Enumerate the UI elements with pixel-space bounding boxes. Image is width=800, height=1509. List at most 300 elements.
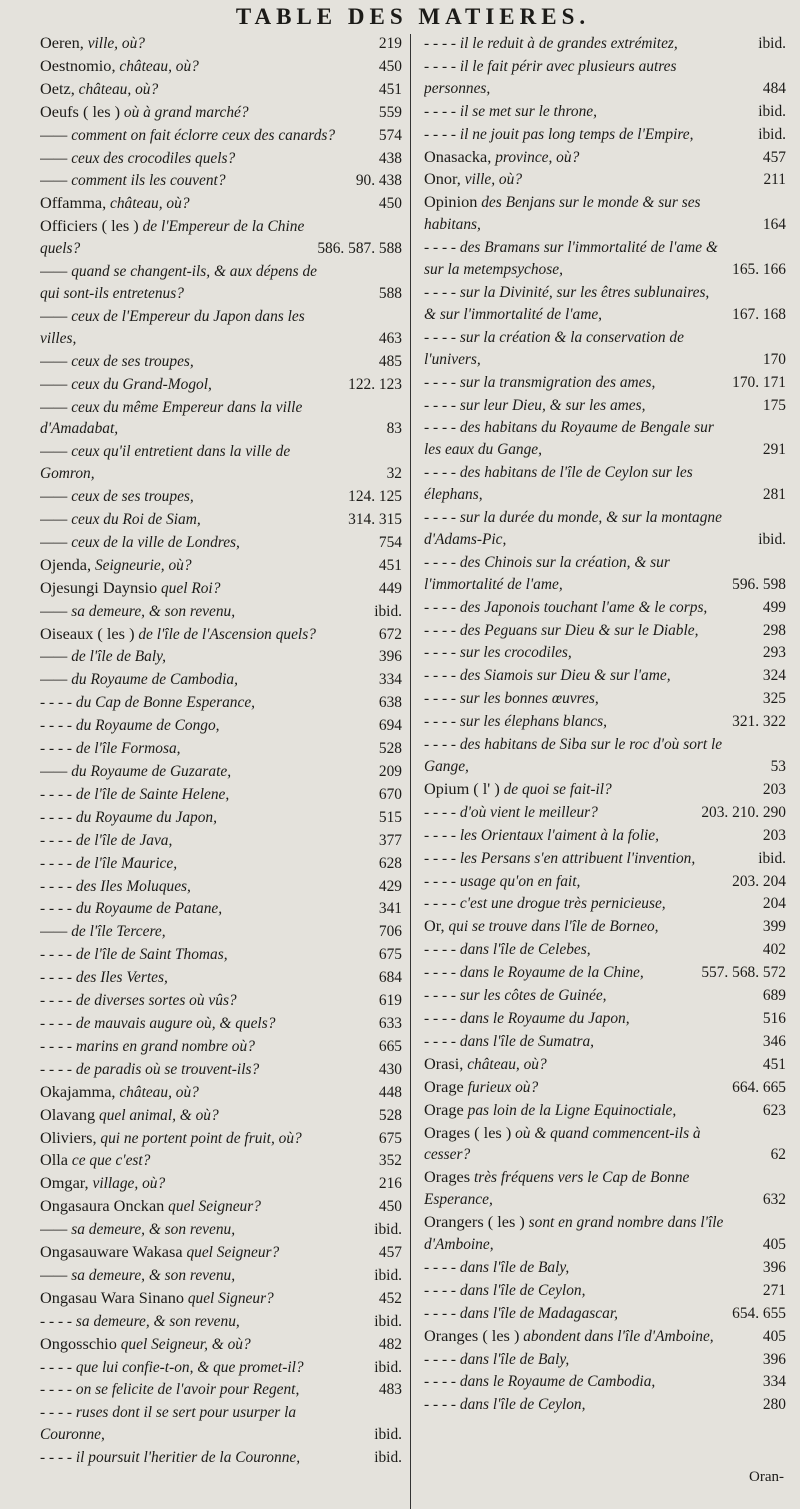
entry-label [424, 554, 670, 593]
entry-label [424, 736, 722, 775]
entry-label [424, 778, 612, 798]
entry-label [424, 873, 580, 890]
entry-page-number: 203. 210. 290 [701, 803, 786, 821]
index-entry [40, 32, 402, 55]
index-entry [40, 1446, 402, 1469]
entry-label [424, 850, 695, 867]
entry-label [40, 150, 235, 167]
entry-page-number: 665 [378, 1037, 402, 1055]
entry-leader: - - - - [40, 694, 76, 712]
index-entry [424, 1007, 786, 1030]
entry-description: très fréquens vers le Cap de Bonne Esperance, [424, 1169, 690, 1209]
entry-headword: Opinion [424, 192, 478, 212]
entry-headword: Orangers ( les ) [424, 1212, 525, 1232]
index-entry [424, 1370, 786, 1393]
entry-leader: - - - - [424, 621, 460, 639]
entry-page-number: 483 [378, 1381, 402, 1399]
index-entry [40, 260, 402, 305]
entry-leader: —— [40, 923, 72, 941]
index-entry [424, 1166, 786, 1211]
entry-description: que lui confie-t-on, & que promet-il? [75, 1358, 304, 1376]
index-entry [40, 192, 402, 215]
entry-page-number: 170. 171 [732, 373, 786, 391]
entry-page-number: 90. 438 [355, 172, 402, 190]
entry-leader: - - - - [424, 1304, 460, 1322]
entry-description: de l'île Tercere, [71, 923, 166, 941]
index-entry [424, 416, 786, 461]
entry-headword: Omgar, [40, 1173, 89, 1193]
entry-page-number: 62 [770, 1146, 786, 1164]
entry-leader: - - - - [424, 464, 460, 482]
entry-page-number: 557. 568. 572 [701, 964, 786, 982]
entry-label [40, 35, 145, 52]
entry-description: ceux du Roi de Siam, [71, 511, 201, 529]
index-entry [424, 847, 786, 870]
index-entry [40, 1264, 402, 1287]
entry-description: ville, où? [83, 35, 145, 52]
entry-label [424, 464, 693, 503]
entry-description: où à grand marché? [120, 103, 249, 121]
entry-description: sa demeure, & son revenu, [75, 1312, 240, 1330]
entry-headword: Orasi, [424, 1053, 464, 1073]
index-entry [424, 961, 786, 984]
entry-leader: - - - - [424, 328, 460, 346]
entry-page-number: 484 [762, 79, 786, 97]
entry-label [424, 397, 645, 414]
entry-page-number: 324 [762, 667, 786, 685]
entry-leader: - - - - [424, 373, 460, 391]
entry-label [424, 1305, 618, 1322]
entry-page-number: 430 [378, 1060, 402, 1078]
entry-page-number: 675 [378, 1129, 402, 1147]
entry-description: quel Seigneur? [182, 1244, 280, 1262]
entry-leader: - - - - [40, 808, 76, 826]
entry-description: dans l'île de Celebes, [459, 941, 591, 959]
entry-page-number: 293 [762, 644, 786, 662]
index-entry [424, 281, 786, 326]
index-entry [40, 124, 402, 147]
index-entry [424, 1211, 786, 1256]
index-entry [40, 577, 402, 600]
entry-headword: Ongasau Wara Sinano [40, 1287, 184, 1307]
entry-description: il poursuit l'heritier de la Couronne, [75, 1449, 301, 1467]
entry-label [40, 534, 240, 551]
entry-page-number: 203. 204 [732, 872, 786, 890]
index-entry [40, 1012, 402, 1035]
entry-page-number: 396 [378, 648, 402, 666]
index-entry [424, 32, 786, 55]
entry-page-number: 122. 123 [348, 375, 402, 393]
entry-label [424, 1259, 569, 1276]
entry-label [424, 941, 591, 958]
entry-label [40, 1061, 259, 1078]
index-entry [424, 551, 786, 596]
entry-leader: - - - - [424, 849, 460, 867]
index-columns [40, 32, 786, 1469]
entry-description: furieux où? [463, 1078, 539, 1096]
entry-page-number: 32 [386, 465, 402, 483]
entry-leader: - - - - [424, 57, 460, 75]
entry-label [424, 1099, 677, 1119]
entry-headword: Oeren, [40, 33, 84, 52]
entry-description: dans le Royaume de Cambodia, [459, 1373, 656, 1391]
entry-page-number: 528 [378, 1106, 402, 1124]
entry-description: ceux de l'Empereur du Japon dans les villes, [40, 307, 305, 347]
entry-description: ce que c'est? [68, 1152, 151, 1170]
index-entry [40, 645, 402, 668]
entry-page-number: 325 [762, 690, 786, 708]
index-entry [424, 892, 786, 915]
entry-page-number: 499 [762, 598, 786, 616]
entry-label [40, 376, 212, 393]
entry-description: ceux de la ville de Londres, [71, 533, 240, 551]
index-entry [40, 1287, 402, 1310]
entry-page-number: 586. 587. 588 [317, 240, 402, 258]
index-entry [40, 600, 402, 623]
entry-label [40, 78, 159, 98]
entry-description: sur la transmigration des ames, [459, 373, 656, 391]
entry-description: de mauvais augure où, & quels? [75, 1014, 276, 1032]
entry-description: c'est une drogue très pernicieuse, [459, 895, 666, 913]
entry-description: on se felicite de l'avoir pour Regent, [75, 1381, 300, 1399]
entry-label [40, 923, 166, 940]
entry-description: des Chinois sur la création, & sur l'immortalité de l'ame, [424, 553, 670, 593]
entry-description: ceux de ses troupes, [71, 352, 194, 370]
entry-description: de l'île Formosa, [75, 740, 181, 758]
entry-leader: - - - - [424, 509, 460, 527]
index-entry [40, 485, 402, 508]
entry-description: de l'île Maurice, [75, 854, 178, 872]
index-entry [40, 1127, 402, 1150]
entry-description: ruses dont il se sert pour usurper la Couronne, [40, 1404, 297, 1444]
entry-page-number: 203 [762, 826, 786, 844]
index-entry [40, 396, 402, 441]
index-entry [424, 915, 786, 938]
entry-page-number: 203 [762, 780, 786, 798]
entry-headword: Oeufs ( les ) [40, 101, 121, 121]
entry-page-number: 438 [378, 149, 402, 167]
entry-label [40, 763, 231, 780]
entry-label [424, 1076, 539, 1096]
entry-label [40, 1333, 251, 1353]
index-entry [424, 938, 786, 961]
entry-page-number: 211 [763, 171, 786, 189]
entry-label [40, 1359, 304, 1376]
entry-page-number: 53 [770, 758, 786, 775]
entry-description: des Peguans sur Dieu & sur le Diable, [459, 621, 699, 639]
entry-page-number: 377 [378, 831, 402, 849]
entry-label [40, 1081, 199, 1101]
entry-leader: - - - - [424, 553, 460, 571]
entry-description: sa demeure, & son revenu, [71, 1266, 236, 1284]
entry-label [40, 1267, 235, 1284]
entry-headword: Oiseaux ( les ) [40, 623, 135, 643]
entry-leader: —— [40, 263, 72, 281]
entry-leader: —— [40, 763, 72, 780]
entry-page-number: 165. 166 [732, 261, 786, 279]
entry-label [40, 1221, 235, 1238]
entry-description: château, où? [106, 195, 190, 213]
index-entry [40, 1035, 402, 1058]
entry-label [40, 308, 305, 347]
entry-label [40, 992, 237, 1009]
entry-description: usage qu'on en fait, [459, 872, 581, 890]
entry-page-number: ibid. [758, 125, 786, 143]
entry-page-number: 448 [378, 1083, 402, 1101]
entry-description: village, où? [88, 1175, 166, 1193]
entry-description: des habitans de l'île de Ceylon sur les élephans, [424, 464, 693, 504]
index-entry [424, 664, 786, 687]
entry-label [40, 1244, 279, 1261]
entry-label [424, 1053, 547, 1073]
entry-page-number: ibid. [374, 1266, 402, 1284]
index-entry [40, 147, 402, 170]
entry-label [40, 554, 192, 574]
entry-label [40, 172, 226, 189]
entry-leader: - - - - [424, 102, 460, 120]
entry-page-number: 694 [378, 717, 402, 735]
index-entry [40, 875, 402, 898]
entry-page-number: 628 [378, 854, 402, 872]
index-entry [424, 1348, 786, 1371]
entry-page-number: 405 [762, 1236, 786, 1254]
index-entry [40, 989, 402, 1012]
entry-label [40, 127, 335, 144]
entry-description: sa demeure, & son revenu, [71, 1221, 236, 1239]
entry-description: sur les crocodiles, [459, 644, 572, 662]
entry-page-number: 528 [378, 740, 402, 758]
index-entry [40, 101, 402, 124]
entry-headword: Oestnomio, [40, 55, 116, 75]
entry-description: ceux des crocodiles quels? [71, 149, 236, 167]
entry-leader: - - - - [40, 969, 76, 987]
column-divider [410, 34, 411, 1509]
entry-description: de l'Empereur de la Chine quels? [40, 218, 305, 258]
entry-label [40, 1381, 299, 1398]
entry-description: quel animal, & où? [95, 1106, 219, 1124]
entry-headword: Ongasauware Wakasa [40, 1242, 183, 1262]
index-entry [424, 236, 786, 281]
entry-page-number: 405 [762, 1327, 786, 1345]
entry-label [40, 1038, 255, 1055]
index-entry [40, 897, 402, 920]
index-entry [40, 78, 402, 101]
index-entry [40, 508, 402, 531]
entry-label [424, 374, 655, 391]
entry-label [40, 195, 190, 212]
index-entry [424, 801, 786, 824]
entry-label [40, 399, 302, 438]
index-entry [424, 1393, 786, 1416]
entry-page-number: 574 [378, 126, 402, 144]
entry-page-number: 596. 598 [732, 575, 786, 593]
index-entry [40, 966, 402, 989]
index-entry [424, 1279, 786, 1302]
entry-label [40, 443, 290, 482]
entry-label [424, 895, 666, 912]
entry-page-number: 346 [762, 1032, 786, 1050]
entry-label [40, 55, 199, 75]
entry-leader: —— [40, 307, 72, 325]
entry-leader: —— [40, 149, 72, 167]
entry-page-number: 402 [762, 941, 786, 959]
entry-label [424, 1010, 630, 1027]
index-entry [424, 984, 786, 1007]
entry-page-number: 450 [378, 195, 402, 213]
entry-label [424, 1351, 569, 1368]
entry-page-number: 675 [378, 946, 402, 964]
index-entry [40, 1104, 402, 1127]
entry-leader: —— [40, 511, 72, 529]
entry-description: comment ils les couvent? [71, 172, 226, 190]
entry-leader: - - - - [424, 35, 460, 52]
index-entry [424, 778, 786, 801]
entry-page-number: ibid. [374, 1449, 402, 1467]
entry-page-number: 638 [378, 694, 402, 712]
index-entry [424, 619, 786, 642]
entry-leader: - - - - [40, 1449, 76, 1467]
index-entry [424, 168, 786, 191]
index-entry [424, 55, 786, 100]
entry-description: dans l'île de Baly, [459, 1350, 570, 1368]
entry-page-number: 485 [378, 352, 402, 370]
entry-page-number: ibid. [758, 102, 786, 120]
entry-description: des habitans du Royaume de Bengale sur les eaux du Gange, [424, 419, 714, 459]
entry-leader: —— [40, 443, 72, 461]
entry-leader: - - - - [424, 419, 460, 437]
entry-page-number: 451 [762, 1055, 786, 1073]
entry-leader: - - - - [40, 1060, 76, 1078]
entry-description: dans l'île de Madagascar, [459, 1304, 618, 1322]
entry-page-number: 341 [378, 900, 402, 918]
entry-description: du Royaume de Congo, [75, 717, 220, 735]
entry-leader: - - - - [40, 1312, 76, 1330]
entry-page-number: 689 [762, 987, 786, 1005]
entry-label [40, 1313, 240, 1330]
index-entry [40, 1149, 402, 1172]
entry-description: il se met sur le throne, [459, 102, 597, 120]
entry-page-number: 334 [762, 1373, 786, 1391]
entry-description: ville, où? [460, 171, 523, 189]
entry-page-number: 399 [762, 918, 786, 936]
entry-description: sont en grand nombre dans l'île d'Amboine, [424, 1214, 724, 1254]
entry-description: château, où? [74, 80, 159, 98]
entry-page-number: 219 [378, 35, 402, 52]
index-entry [424, 687, 786, 710]
entry-label [424, 713, 607, 730]
entry-leader: - - - - [424, 396, 460, 414]
entry-label [40, 1127, 302, 1147]
index-entry [424, 1030, 786, 1053]
entry-description: où & quand commencent-ils à cesser? [424, 1124, 701, 1164]
entry-label [40, 648, 166, 665]
index-entry [40, 852, 402, 875]
index-entry [40, 531, 402, 554]
entry-label [424, 103, 597, 120]
index-entry [424, 710, 786, 733]
entry-description: des Benjans sur le monde & sur ses habitans, [424, 194, 701, 234]
entry-label [424, 239, 718, 278]
index-entry [40, 305, 402, 350]
entry-page-number: 298 [762, 621, 786, 639]
entry-label [40, 740, 181, 757]
entry-description: des Iles Moluques, [75, 877, 191, 895]
entry-description: des habitans de Siba sur le roc d'où sort le Gange, [424, 736, 723, 775]
entry-page-number: 396 [762, 1258, 786, 1276]
entry-label [424, 1325, 714, 1345]
entry-headword: Ojesungi Daynsio [40, 577, 158, 597]
entry-page-number: 619 [378, 992, 402, 1010]
entry-description: du Royaume de Cambodia, [71, 671, 238, 689]
entry-page-number: 588 [378, 284, 402, 302]
entry-leader: —— [40, 126, 72, 144]
entry-label [40, 969, 168, 986]
entry-headword: Oranges ( les ) [424, 1325, 520, 1345]
entry-description: de l'île de Saint Thomas, [75, 946, 228, 964]
entry-label [40, 488, 194, 505]
entry-description: comment on fait éclorre ceux des canards? [71, 126, 336, 144]
entry-leader: - - - - [40, 1358, 76, 1376]
entry-label [40, 694, 255, 711]
entry-leader: - - - - [424, 690, 460, 708]
entry-leader: —— [40, 172, 72, 190]
entry-leader: —— [40, 375, 72, 393]
entry-leader: - - - - [40, 785, 76, 803]
index-entry [40, 829, 402, 852]
entry-headword: Ongasaura Onckan [40, 1196, 165, 1216]
entry-leader: —— [40, 1221, 72, 1239]
entry-headword: Orage [424, 1099, 464, 1119]
entry-label [40, 603, 235, 620]
index-entry [424, 191, 786, 236]
entry-description: de diverses sortes où vûs? [75, 992, 237, 1010]
index-entry [40, 373, 402, 396]
index-entry [424, 824, 786, 847]
entry-description: de l'île de Java, [75, 831, 173, 849]
index-entry [40, 737, 402, 760]
entry-page-number: 684 [378, 969, 402, 987]
entry-label [424, 1169, 689, 1208]
entry-description: il ne jouit pas long temps de l'Empire, [459, 125, 694, 143]
entry-description: dans l'île de Sumatra, [459, 1032, 595, 1050]
entry-page-number: 515 [378, 808, 402, 826]
entry-description: château, où? [115, 57, 199, 75]
entry-label [40, 1404, 296, 1443]
entry-page-number: 670 [378, 785, 402, 803]
entry-label [40, 878, 191, 895]
entry-headword: Orages ( les ) [424, 1122, 512, 1142]
entry-description: d'où vient le meilleur? [459, 803, 598, 821]
entry-description: sur la Divinité, sur les êtres sublunaires, & sur l'immortalité de l'ame, [424, 283, 710, 323]
entry-description: dans le Royaume de la Chine, [459, 964, 644, 982]
entry-label [40, 101, 249, 121]
entry-leader: - - - - [424, 1009, 460, 1027]
entry-description: sa demeure, & son revenu, [71, 602, 236, 620]
index-entry [40, 714, 402, 737]
entry-description: des Siamois sur Dieu & sur l'ame, [459, 667, 671, 685]
entry-label [424, 329, 684, 368]
entry-description: Seigneurie, où? [91, 556, 192, 574]
index-entry [424, 1256, 786, 1279]
entry-page-number: 754 [378, 533, 402, 551]
entry-label [424, 146, 580, 166]
entry-leader: —— [40, 398, 72, 416]
entry-description: sur les côtes de Guinée, [459, 987, 607, 1005]
entry-headword: Olavang [40, 1104, 96, 1124]
entry-leader: —— [40, 602, 72, 620]
entry-leader: - - - - [424, 1350, 460, 1368]
entry-description: sur la création & la conservation de l'univers, [424, 328, 684, 368]
